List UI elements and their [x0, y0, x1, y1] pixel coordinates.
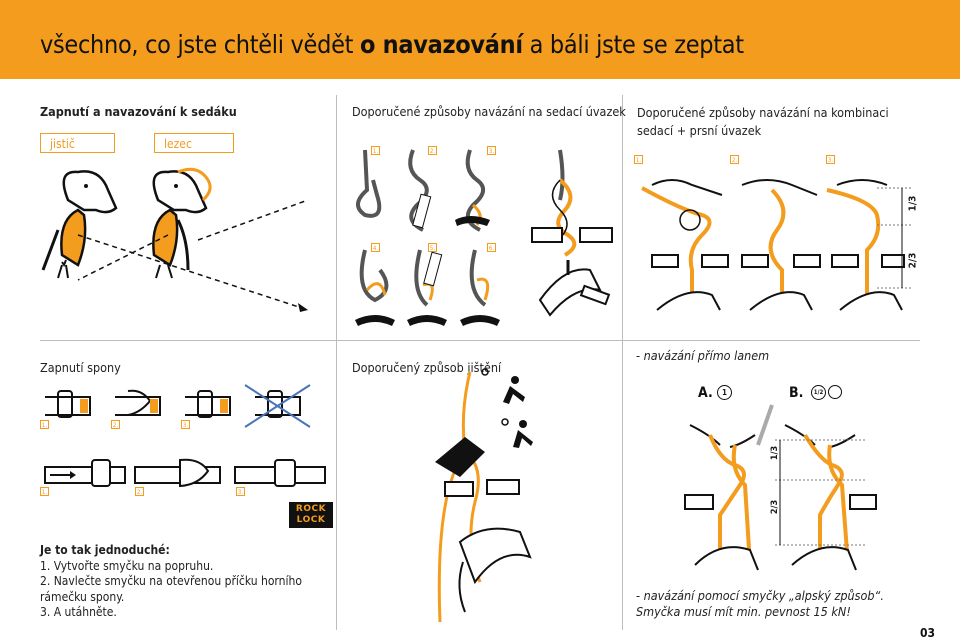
belayer-figure [43, 171, 116, 278]
label-b: B. [789, 385, 804, 401]
climber-figure [153, 169, 210, 278]
page-title: všechno, co jste chtěli vědět o navazování a báli jste se zeptat [40, 30, 744, 59]
step-label: 1. [635, 157, 642, 164]
combo-harness-3 [827, 180, 904, 310]
rock-lock-logo: ROCK LOCK [289, 502, 333, 528]
belay-method-illustration [405, 372, 615, 627]
instructions [40, 543, 340, 621]
fraction-label: 2/3 [770, 499, 781, 515]
page-number: 03 [920, 626, 936, 640]
step-label: 1. [41, 422, 48, 429]
divider [622, 95, 623, 630]
divider [40, 340, 920, 341]
panel-title-buckles: Zapnutí spony [40, 360, 121, 375]
panel-title-harness: Zapnutí a navazování k sedáku [40, 104, 237, 119]
direct-tie-b [785, 425, 876, 570]
label-b-num: 1/2 [811, 385, 826, 400]
step-label: 2. [429, 148, 436, 155]
note-alpine: - navázání pomocí smyčky „alpský způsob“. [636, 588, 884, 603]
buckle-steps-row2-illustration [40, 455, 330, 490]
direct-tie-a [685, 405, 772, 570]
combo-harness-1 [642, 180, 728, 310]
direct-tie-illustration [680, 405, 880, 580]
step-label: 6. [488, 245, 495, 252]
header-bar [0, 0, 960, 79]
fraction-label: 1/3 [907, 195, 919, 212]
label-a-num: 1 [717, 385, 732, 400]
fraction-label: 2/3 [907, 252, 919, 269]
figure-eight-steps-illustration [345, 150, 505, 335]
ring-icon [828, 385, 842, 399]
step-label: 2. [731, 157, 738, 164]
step-label: 3. [488, 148, 495, 155]
step-label: 1. [41, 489, 48, 496]
step-label: 3. [182, 422, 189, 429]
step-label: 1. [372, 148, 379, 155]
belayer-climber-illustration [38, 160, 328, 335]
step-label: 3. [827, 157, 834, 164]
step-label: 2. [136, 489, 143, 496]
step-label: 5. [429, 245, 436, 252]
panel-title-belay: Doporučený způsob jištění [352, 360, 502, 375]
label-a: A. [698, 385, 713, 401]
step-label: 3. [237, 489, 244, 496]
instruction-item: 2. Navlečte smyčku na otevřenou příčku horního rámečku spony. [40, 574, 302, 604]
climber-label: lezec [154, 133, 234, 153]
instruction-item: 3. A utáhněte. [40, 605, 117, 619]
panel-title-combo: Doporučené způsoby navázání na kombinaci sedací + prsní úvazek [637, 105, 889, 138]
combo-harness-2 [742, 180, 820, 310]
harness-tie-in-illustration [520, 150, 620, 335]
fraction-label: 1/3 [770, 445, 781, 461]
instructions-heading: Je to tak jednoduché: [40, 543, 170, 557]
panel-title-sit: Doporučené způsoby navázání na sedací úvazek [352, 104, 626, 119]
step-label: 2. [112, 422, 119, 429]
step-label: 4. [372, 245, 379, 252]
belayer-label: jistič [40, 133, 115, 153]
combo-harness-illustration [632, 160, 922, 335]
note-strength: Smyčka musí mít min. pevnost 15 kN! [636, 604, 851, 619]
note-direct-tie: - navázání přímo lanem [636, 348, 770, 363]
instruction-item: 1. Vytvořte smyčku na popruhu. [40, 558, 214, 573]
